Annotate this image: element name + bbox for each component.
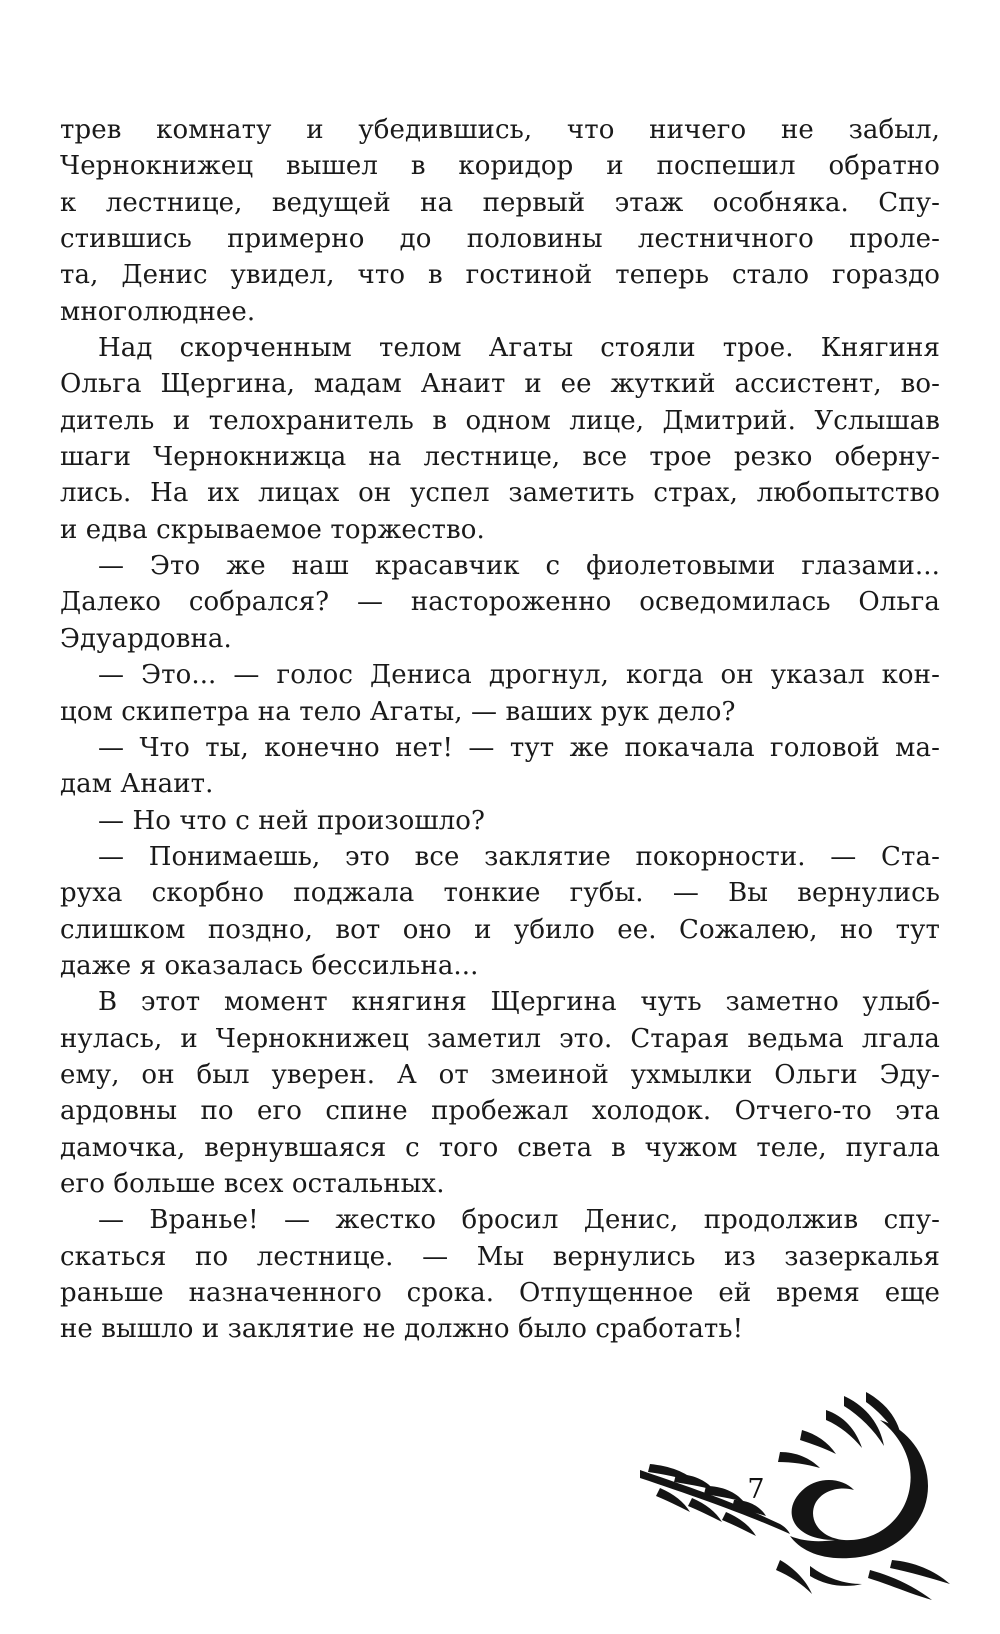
text-line: дитель и телохранитель в одном лице, Дмитрий. Услышав: [60, 405, 940, 436]
text-line: шаги Чернокнижца на лестнице, все трое резко оберну-: [60, 442, 940, 473]
floral-swirl-ornament-icon: [630, 1390, 960, 1600]
dialogue-line: — Это... — голос Дениса дрогнул, когда он указал кон-: [98, 660, 940, 691]
text-line: скаться по лестнице. — Мы вернулись из зазеркалья: [60, 1241, 940, 1272]
dialogue-line: — Что ты, конечно нет! — тут же покачала головой ма-: [98, 732, 940, 763]
text-line-paragraph-end: дам Анаит.: [60, 769, 214, 800]
text-line: раньше назначенного срока. Отпущенное ей время еще: [60, 1278, 940, 1308]
text-line-paragraph-end: не вышло и заклятие не должно было сработать!: [60, 1314, 744, 1345]
text-line: трев комнату и убедившись, что ничего не забыл,: [60, 115, 940, 145]
text-line-paragraph-end: Эдуардовна.: [60, 623, 232, 654]
dialogue-line: — Но что с ней произошло?: [98, 805, 486, 836]
text-line-paragraph-start: В этот момент княгиня Щергина чуть заметно улыб-: [98, 987, 940, 1018]
text-line: руха скорбно поджала тонкие губы. — Вы вернулись: [60, 878, 940, 909]
text-line: нулась, и Чернокнижец заметил это. Старая ведьма лгала: [60, 1023, 940, 1054]
text-line: ему, он был уверен. А от змеиной ухмылки Ольги Эду-: [60, 1059, 940, 1090]
text-line: лись. На их лицах он успел заметить страх, любопытство: [60, 478, 940, 509]
text-line-paragraph-end: и едва скрываемое торжество.: [60, 514, 485, 545]
text-line: та, Денис увидел, что в гостиной теперь стало гораздо: [60, 260, 940, 291]
dialogue-line: — Это же наш красавчик с фиолетовыми глазами...: [98, 551, 940, 582]
text-line: стившись примерно до половины лестничного проле-: [60, 224, 940, 255]
dialogue-line: — Понимаешь, это все заклятие покорности. — Ста-: [98, 841, 940, 872]
dialogue-line: — Вранье! — жестко бросил Денис, продолжив спу-: [98, 1205, 940, 1236]
text-line-paragraph-end: его больше всех остальных.: [60, 1168, 445, 1199]
text-line: к лестнице, ведущей на первый этаж особняка. Спу-: [60, 187, 940, 218]
text-line: дамочка, вернувшаяся с того света в чужом теле, пугала: [60, 1132, 940, 1163]
text-line-paragraph-start: Над скорченным телом Агаты стояли трое. Княгиня: [98, 333, 940, 364]
text-line: Ольга Щергина, мадам Анаит и ее жуткий ассистент, во-: [60, 369, 940, 400]
text-line: Далеко собрался? — настороженно осведомилась Ольга: [60, 587, 940, 618]
page-number: 7: [747, 1474, 765, 1505]
text-line-paragraph-end: даже я оказалась бессильна...: [60, 950, 479, 981]
text-line: слишком поздно, вот оно и убило ее. Сожалею, но тут: [60, 914, 940, 945]
text-line-paragraph-end: цом скипетра на тело Агаты, — ваших рук дело?: [60, 696, 736, 727]
body-text: [60, 112, 940, 1348]
text-line: Чернокнижец вышел в коридор и поспешил обратно: [60, 151, 940, 182]
text-line: ардовны по его спине пробежал холодок. Отчего-то эта: [60, 1096, 940, 1127]
text-line-paragraph-end: многолюднее.: [60, 296, 256, 327]
